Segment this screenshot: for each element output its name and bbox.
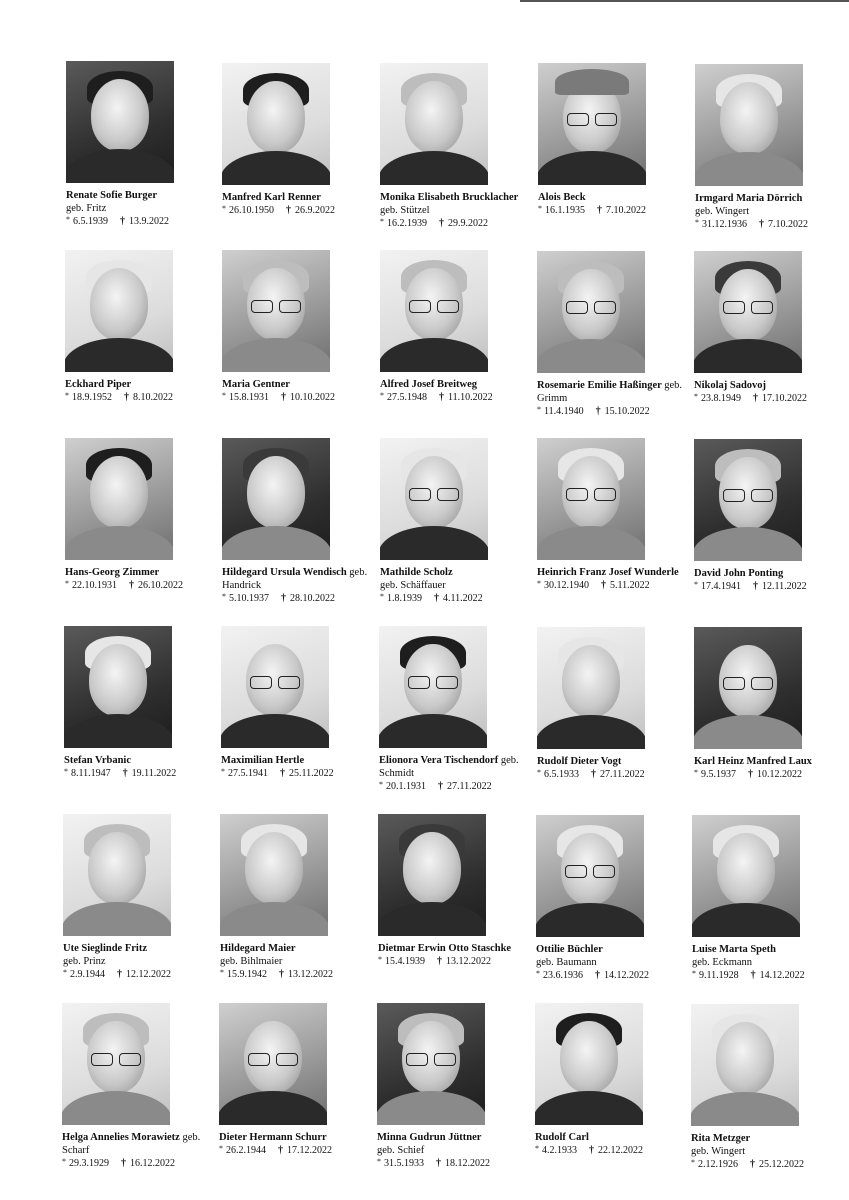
maiden-name: geb. Baumann [536,957,597,968]
obituary-entry [377,1003,527,1171]
portrait-photo [380,438,488,560]
obituary-entry [537,438,687,593]
life-dates: * 23.6.1936 † 14.12.2022 [536,969,649,981]
life-dates: * 6.5.1939 † 13.9.2022 [66,215,169,227]
person-name: Hildegard Ursula Wendisch geb. Handrick [222,567,368,591]
obituary-entry [219,1003,369,1158]
portrait-photo [537,627,645,749]
person-name: Dietmar Erwin Otto Staschke [378,943,512,954]
portrait-photo [64,626,172,748]
person-name: Hans-Georg Zimmer [65,567,160,578]
portrait-photo [694,627,802,749]
person-name: Alfred Josef Breitweg [380,379,478,390]
life-dates: * 9.5.1937 † 10.12.2022 [694,768,802,780]
portrait-photo [694,439,802,561]
portrait-photo [538,63,646,185]
life-dates: * 9.11.1928 † 14.12.2022 [692,969,805,981]
maiden-name: geb. Wingert [691,1146,746,1157]
person-name: Hildegard Maier [220,943,296,954]
portrait-photo [379,626,487,748]
life-dates: * 15.8.1931 † 10.10.2022 [222,391,335,403]
person-name: Alois Beck [538,192,586,203]
obituary-entry [536,815,686,983]
maiden-name: geb. Eckmann [692,957,753,968]
person-name: Helga Annelies Morawietz geb. Scharf [62,1132,201,1156]
life-dates: * 27.5.1941 † 25.11.2022 [221,767,334,779]
portrait-photo [691,1004,799,1126]
life-dates: * 23.8.1949 † 17.10.2022 [694,392,807,404]
obituary-entry [65,250,215,405]
life-dates: * 15.9.1942 † 13.12.2022 [220,968,333,980]
maiden-name: geb. Wingert [695,206,750,217]
person-name: Nikolaj Sadovoj [694,380,767,391]
obituary-entry [691,1004,841,1172]
person-name: Maximilian Hertle [221,755,305,766]
life-dates: * 27.5.1948 † 11.10.2022 [380,391,493,403]
obituary-entry [220,814,370,982]
maiden-name: geb. Schief [377,1145,425,1156]
person-name: Rita Metzger [691,1133,751,1144]
person-name: Renate Sofie Burger [66,190,157,201]
portrait-photo [222,438,330,560]
life-dates: * 31.5.1933 † 18.12.2022 [377,1157,490,1169]
life-dates: * 30.12.1940 † 5.11.2022 [537,579,650,591]
life-dates: * 5.10.1937 † 28.10.2022 [222,592,335,604]
obituary-entry [537,627,687,782]
life-dates: * 4.2.1933 † 22.12.2022 [535,1144,643,1156]
person-name: Rosemarie Emilie Haßinger geb. Grimm [537,380,683,404]
person-name: Monika Elisabeth Brucklacher geb. Stützel [380,192,519,216]
person-name: Heinrich Franz Josef Wunderle [537,567,679,578]
obituary-entry [537,251,687,419]
portrait-photo [65,250,173,372]
maiden-name: geb. Schäffauer [380,580,446,591]
life-dates: * 11.4.1940 † 15.10.2022 [537,405,650,417]
obituary-entry [66,61,216,229]
obituary-entry [694,251,844,406]
life-dates: * 20.1.1931 † 27.11.2022 [379,780,492,792]
life-dates: * 16.2.1939 † 29.9.2022 [380,217,488,229]
person-name: Karl Heinz Manfred Laux [694,756,812,767]
life-dates: * 31.12.1936 † 7.10.2022 [695,218,808,230]
life-dates: * 22.10.1931 † 26.10.2022 [65,579,183,591]
portrait-photo [535,1003,643,1125]
life-dates: * 29.3.1929 † 16.12.2022 [62,1157,175,1169]
person-name: Rudolf Carl [535,1132,589,1143]
obituary-entry [380,63,530,231]
person-name: David John Ponting [694,568,784,579]
obituary-entry [222,250,372,405]
portrait-photo [377,1003,485,1125]
life-dates: * 1.8.1939 † 4.11.2022 [380,592,483,604]
portrait-photo [537,438,645,560]
portrait-photo [692,815,800,937]
obituary-entry [538,63,688,218]
obituary-entry [378,814,528,969]
portrait-photo [219,1003,327,1125]
obituary-entry [380,438,530,606]
life-dates: * 8.11.1947 † 19.11.2022 [64,767,177,779]
person-name: Irmgard Maria Dörrich [695,193,803,204]
life-dates: * 17.4.1941 † 12.11.2022 [694,580,807,592]
portrait-photo [62,1003,170,1125]
obituary-entry [380,250,530,405]
person-name: Minna Gudrun Jüttner [377,1132,482,1143]
person-name: Stefan Vrbanic [64,755,131,766]
obituary-entry [535,1003,685,1158]
portrait-photo [694,251,802,373]
obituary-entry [694,439,844,594]
portrait-photo [221,626,329,748]
portrait-photo [537,251,645,373]
person-name: Mathilde Scholz [380,567,453,578]
obituary-entry [379,626,529,794]
portrait-photo [63,814,171,936]
obituary-entry [64,626,214,781]
maiden-name: geb. Bihlmaier [220,956,283,967]
obituary-entry [63,814,213,982]
maiden-name: geb. Prinz [63,956,106,967]
portrait-photo [536,815,644,937]
person-name: Eckhard Piper [65,379,132,390]
portrait-photo [65,438,173,560]
life-dates: * 18.9.1952 † 8.10.2022 [65,391,173,403]
life-dates: * 26.2.1944 † 17.12.2022 [219,1144,332,1156]
person-name: Rudolf Dieter Vogt [537,756,622,767]
obituary-entry [222,438,372,606]
person-name: Elionora Vera Tischendorf geb. Schmidt [379,755,519,779]
obituary-entry [62,1003,212,1171]
life-dates: * 2.9.1944 † 12.12.2022 [63,968,171,980]
person-name: Luise Marta Speth [692,944,776,955]
life-dates: * 16.1.1935 † 7.10.2022 [538,204,646,216]
obituary-entry [222,63,372,218]
portrait-photo [380,250,488,372]
portrait-photo [222,250,330,372]
portrait-photo [380,63,488,185]
obituary-entry [692,815,842,983]
person-name: Ute Sieglinde Fritz [63,943,147,954]
person-name: Dieter Hermann Schurr [219,1132,327,1143]
life-dates: * 26.10.1950 † 26.9.2022 [222,204,335,216]
maiden-name: geb. Fritz [66,203,107,214]
portrait-photo [378,814,486,936]
obituary-entry [221,626,371,781]
life-dates: * 15.4.1939 † 13.12.2022 [378,955,491,967]
obituary-entry [65,438,215,593]
person-name: Ottilie Büchler [536,944,603,955]
life-dates: * 2.12.1926 † 25.12.2022 [691,1158,804,1170]
person-name: Manfred Karl Renner [222,192,321,203]
life-dates: * 6.5.1933 † 27.11.2022 [537,768,645,780]
obituary-entry [695,64,845,232]
person-name: Maria Gentner [222,379,290,390]
portrait-photo [220,814,328,936]
portrait-photo [222,63,330,185]
portrait-photo [66,61,174,183]
obituary-entry [694,627,844,782]
portrait-photo [695,64,803,186]
